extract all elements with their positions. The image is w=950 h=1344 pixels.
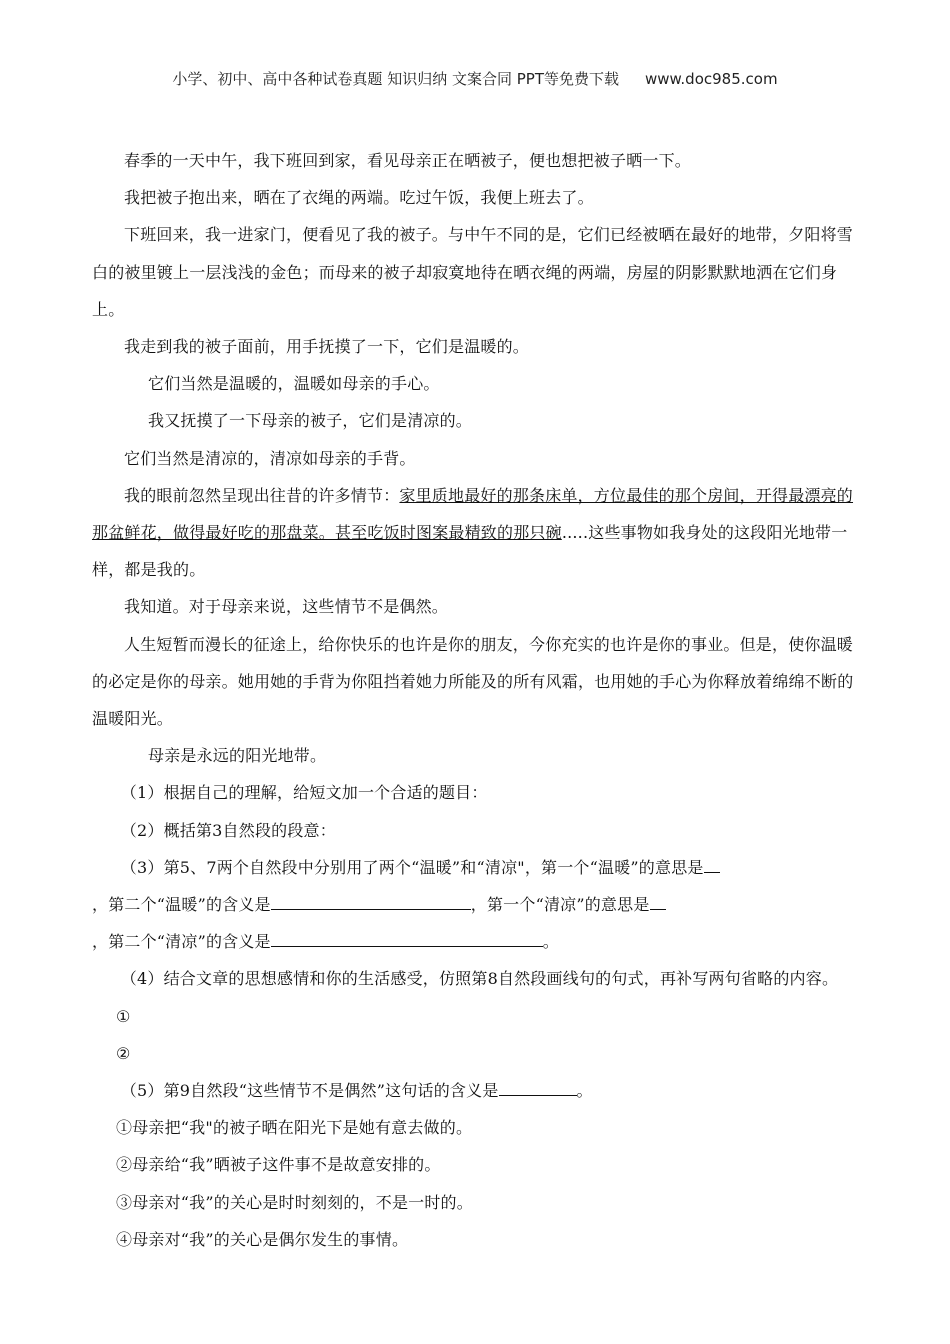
paragraph-5: 它们当然是温暖的，温暖如母亲的手心。	[148, 374, 440, 394]
paragraph-8-tail: .....这些事物如我身处的这段阳光地带一样，都是我的。	[92, 523, 848, 580]
answer-blank-1[interactable]	[704, 855, 720, 873]
question-3-line-2	[92, 886, 862, 923]
question-5	[92, 1072, 862, 1109]
paragraph-6: 我又抚摸了一下母亲的被子，它们是清凉的。	[148, 411, 473, 431]
question-3-line-1	[92, 849, 862, 886]
question-5-option-4: ④母亲对“我”的关心是偶尔发生的事情。	[116, 1229, 409, 1249]
page-header	[0, 68, 950, 89]
question-5-option-2: ②母亲给“我”晒被子这件事不是故意安排的。	[116, 1155, 441, 1175]
question-5-option-1: ①母亲把“我"的被子晒在阳光下是她有意去做的。	[116, 1118, 473, 1138]
paragraph-8	[92, 477, 862, 589]
question-3-line-3	[92, 923, 862, 960]
paragraph-11: 母亲是永远的阳光地带。	[148, 746, 327, 766]
answer-blank-5[interactable]	[499, 1078, 577, 1096]
paragraph-4: 我走到我的被子面前，用手抚摸了一下，它们是温暖的。	[124, 337, 530, 357]
paragraph-8-underlined: 家里质地最好的那条床单，方位最佳的那个房间，开得最漂亮的那盆鲜花，做得最好吃的那盘菜。甚至吃饭时图案最精致的那只碗	[92, 485, 854, 543]
question-3-text-c: ，第一个“清凉”的意思是	[470, 895, 650, 915]
paragraph-8-lead: 我的眼前忽然呈现出往昔的许多情节：	[124, 485, 400, 505]
question-3-text-b: ，第二个“温暖”的含义是	[92, 895, 271, 915]
paragraph-9: 我知道。对于母亲来说，这些情节不是偶然。	[124, 597, 449, 617]
paragraph-3: 下班回来，我一进家门，便看见了我的被子。与中午不同的是，它们已经被晒在最好的地带，夕阳将雪白的被里镀上一层浅浅的金色；而母来的被子却寂寞地待在晒衣绳的两端，房屋的阴影默默地洒在它们身上。	[92, 225, 854, 319]
document-body	[92, 142, 862, 1258]
question-4-mark-2: ②	[116, 1043, 131, 1063]
paragraph-1: 春季的一天中午，我下班回到家，看见母亲正在晒被子，便也想把被子晒一下。	[124, 151, 692, 170]
question-5-text: （5）第9自然段“这些情节不是偶然”这句话的含义是	[120, 1081, 499, 1101]
paragraph-7: 它们当然是清凉的，清凉如母亲的手背。	[124, 448, 416, 468]
question-4-mark-1: ①	[116, 1006, 131, 1026]
header-url[interactable]: www.doc985.com	[644, 70, 778, 88]
question-4: （4）结合文章的思想感情和你的生活感受，仿照第8自然段画线句的句式，再补写两句省略的内容。	[120, 969, 839, 989]
paragraph-2: 我把被子抱出来，晒在了衣绳的两端。吃过午饭，我便上班去了。	[124, 188, 594, 208]
answer-blank-3[interactable]	[650, 892, 666, 910]
answer-blank-2[interactable]	[271, 892, 471, 910]
question-3-text-a: （3）第5、7两个自然段中分别用了两个“温暖”和“清凉"，第一个“温暖”的意思是	[120, 857, 704, 877]
paragraph-10: 人生短暂而漫长的征途上，给你快乐的也许是你的朋友，今你充实的也许是你的事业。但是，使你温暖的必定是你的母亲。她用她的手背为你阻挡着她力所能及的所有风霜，也用她的手心为你释放着绵绵不断的温暖阳光。	[92, 634, 854, 729]
question-5-end: 。	[576, 1081, 593, 1101]
question-3-text-e: 。	[542, 932, 559, 952]
question-1: （1）根据自己的理解，给短文加一个合适的题目：	[120, 783, 488, 803]
question-2: （2）概括第3自然段的段意：	[120, 820, 336, 840]
question-5-option-3: ③母亲对“我”的关心是时时刻刻的，不是一时的。	[116, 1192, 473, 1212]
question-3-text-d: ，第二个“清凉”的含义是	[92, 932, 271, 952]
answer-blank-4[interactable]	[271, 929, 543, 947]
header-title: 小学、初中、高中各种试卷真题 知识归纳 文案合同 PPT等免费下载	[172, 70, 619, 88]
